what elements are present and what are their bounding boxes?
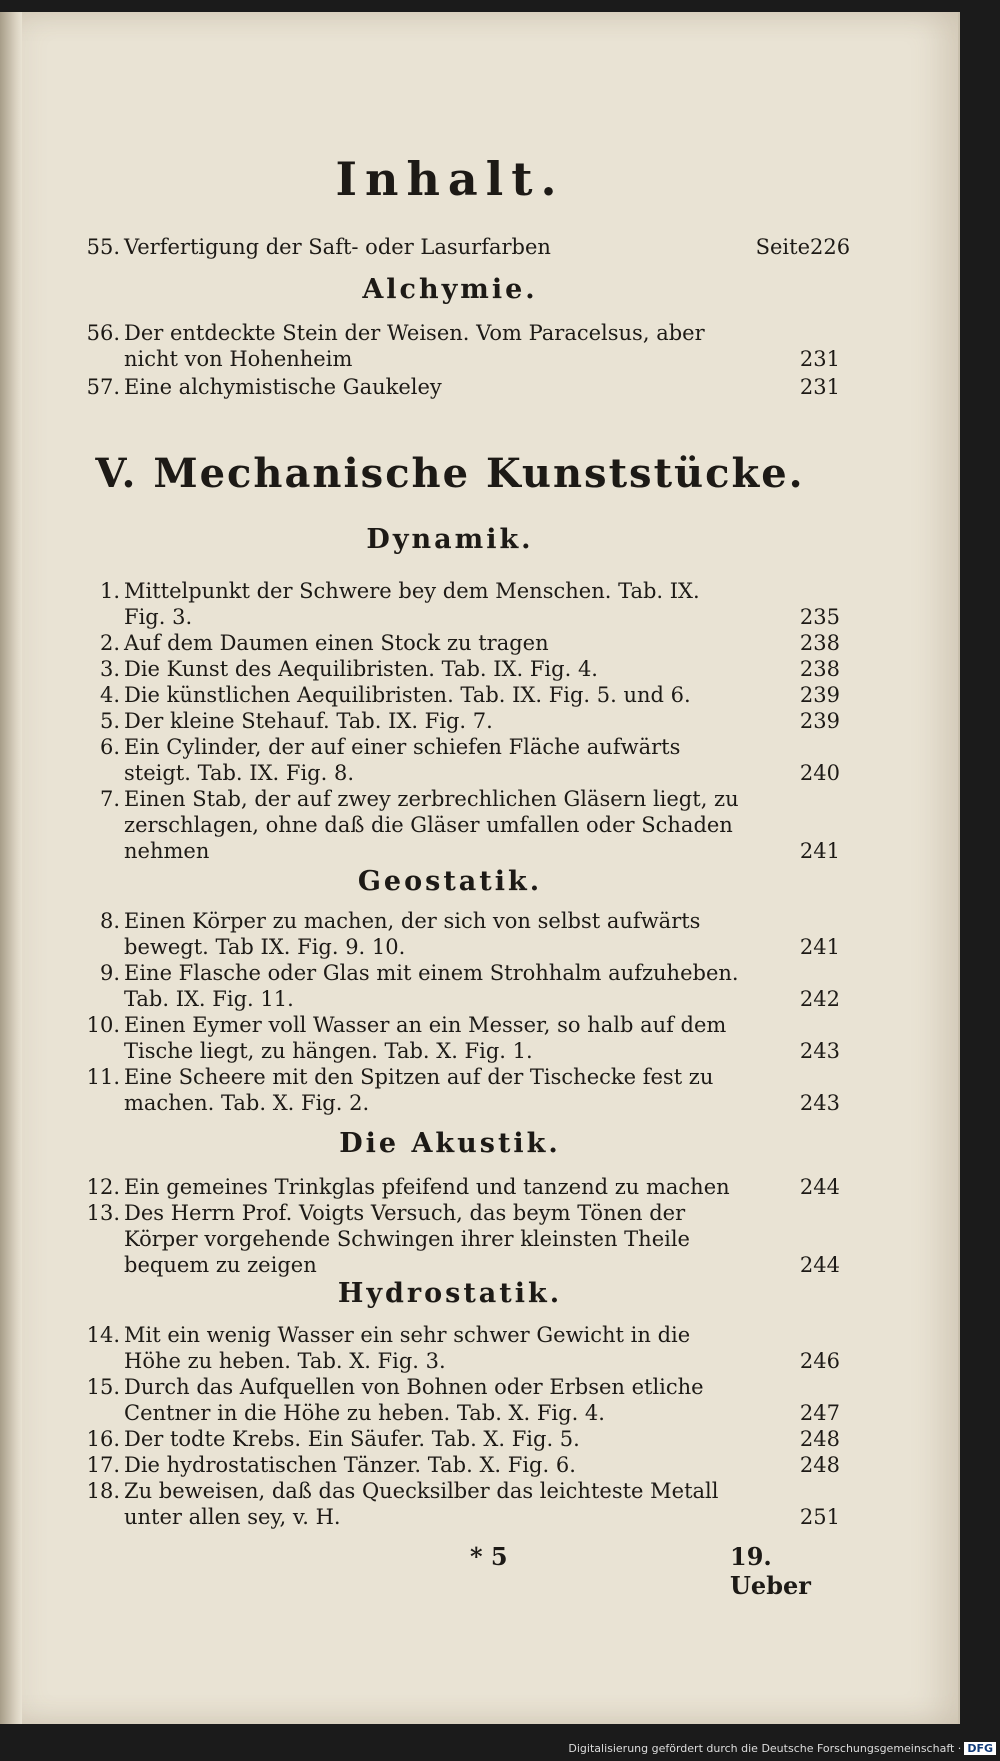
entry-number: 14. [86,1323,120,1347]
entry-text: Die hydrostatischen Tänzer. Tab. X. Fig. 6. [124,1453,576,1477]
entry-text: Die Kunst des Aequilibristen. Tab. IX. Fig. 4. [124,657,598,681]
entry-text: Auf dem Daumen einen Stock zu tragen [124,631,549,655]
entry-number: 17. [86,1453,120,1477]
page-gutter [0,12,22,1724]
entry-text: Zu beweisen, daß das Quecksilber das leichteste Metall unter allen sey, v. H. [124,1479,719,1529]
entry-number: 57. [86,375,120,399]
entry-number: 4. [99,683,120,707]
entry-page: 239 [799,709,840,733]
entry-page: 242 [799,987,840,1011]
entry-number: 56. [86,321,120,345]
catchword: 19. Ueber [730,1542,811,1600]
entry-page: 248 [799,1453,840,1477]
entry-number: 7. [99,787,120,811]
entry-number: 9. [99,961,120,985]
entry-text: Der todte Krebs. Ein Säufer. Tab. X. Fig. 5. [124,1427,580,1451]
entry-page: 240 [799,761,840,785]
entry-text: Verfertigung der Saft- oder Lasurfarben [124,235,551,259]
entry-number: 5. [99,709,120,733]
entry-number: 16. [86,1427,120,1451]
entry-page: 243 [799,1039,840,1063]
entry-page: 248 [799,1427,840,1451]
entry-page: 238 [799,631,840,655]
entry-page: 246 [799,1349,840,1373]
seite-label: Seite [755,235,810,259]
entry-text: Mittelpunkt der Schwere bey dem Menschen. Tab. IX. Fig. 3. [124,579,700,629]
entry-number: 1. [99,579,120,603]
entry-number: 6. [99,735,120,759]
entry-number: 2. [99,631,120,655]
entry-text: Ein Cylinder, der auf einer schiefen Fläche aufwärts steigt. Tab. IX. Fig. 8. [124,735,681,785]
entry-page: 244 [799,1175,840,1199]
entry-number: 10. [86,1013,120,1037]
page-title: Inhalt. [335,152,565,206]
heading-geostatik: Geostatik. [357,866,543,897]
entry-text: Einen Stab, der auf zwey zerbrechlichen Gläsern liegt, zu zerschlagen, ohne daß die Gläser umfallen oder Schaden nehmen [124,787,739,863]
heading-hydrostatik: Hydrostatik. [337,1278,563,1309]
entry-text: Durch das Aufquellen von Bohnen oder Erbsen etliche Centner in die Höhe zu heben. Tab. X. Fig. 4. [124,1375,704,1425]
book-page [0,12,960,1724]
entry-number: 55. [86,235,120,259]
credit-text: Digitalisierung gefördert durch die Deutsche Forschungsgemeinschaft · [568,1742,962,1755]
entry-page: 231 [799,347,840,371]
entry-text: Eine alchymistische Gaukeley [124,375,442,399]
heading-dynamik: Dynamik. [366,524,534,555]
entry-text: Eine Scheere mit den Spitzen auf der Tischecke fest zu machen. Tab. X. Fig. 2. [124,1065,714,1115]
entry-number: 3. [99,657,120,681]
entry-page: 241 [799,839,840,863]
entry-number: 18. [86,1479,120,1503]
entry-number: 11. [86,1065,120,1089]
entry-page: 238 [799,657,840,681]
entry-page: 226 [810,235,851,259]
entry-page: 241 [799,935,840,959]
entry-page: 231 [799,375,840,399]
entry-page: 251 [799,1505,840,1529]
digitization-credit [568,1742,996,1755]
entry-text: Einen Eymer voll Wasser an ein Messer, so halb auf dem Tische liegt, zu hängen. Tab. X. Fig. 1. [124,1013,727,1063]
entry-text: Der entdeckte Stein der Weisen. Vom Paracelsus, aber nicht von Hohenheim [124,321,705,371]
entry-text: Mit ein wenig Wasser ein sehr schwer Gewicht in die Höhe zu heben. Tab. X. Fig. 3. [124,1323,691,1373]
entry-text: Der kleine Stehauf. Tab. IX. Fig. 7. [124,709,493,733]
entry-page: 235 [799,605,840,629]
dfg-logo: DFG [964,1742,996,1755]
heading-akustik: Die Akustik. [339,1128,561,1159]
entry-text: Eine Flasche oder Glas mit einem Strohhalm aufzuheben. Tab. IX. Fig. 11. [124,961,739,1011]
entry-number: 13. [86,1201,120,1225]
entry-number: 15. [86,1375,120,1399]
entry-text: Des Herrn Prof. Voigts Versuch, das beym Tönen der Körper vorgehende Schwingen ihrer kleinsten Theile bequem zu zeigen [124,1201,690,1277]
entry-number: 8. [99,909,120,933]
entry-number: 12. [86,1175,120,1199]
entry-text: Die künstlichen Aequilibristen. Tab. IX. Fig. 5. und 6. [124,683,691,707]
entry-text: Ein gemeines Trinkglas pfeifend und tanzend zu machen [124,1175,730,1199]
entry-text: Einen Körper zu machen, der sich von selbst aufwärts bewegt. Tab IX. Fig. 9. 10. [124,909,701,959]
heading-alchymie: Alchymie. [362,274,538,305]
entry-page: 243 [799,1091,840,1115]
entry-page: 244 [799,1253,840,1277]
section-title: V. Mechanische Kunststücke. [95,450,805,497]
entry-page: 247 [799,1401,840,1425]
signature-mark: * 5 [470,1542,508,1571]
entry-page: 239 [799,683,840,707]
